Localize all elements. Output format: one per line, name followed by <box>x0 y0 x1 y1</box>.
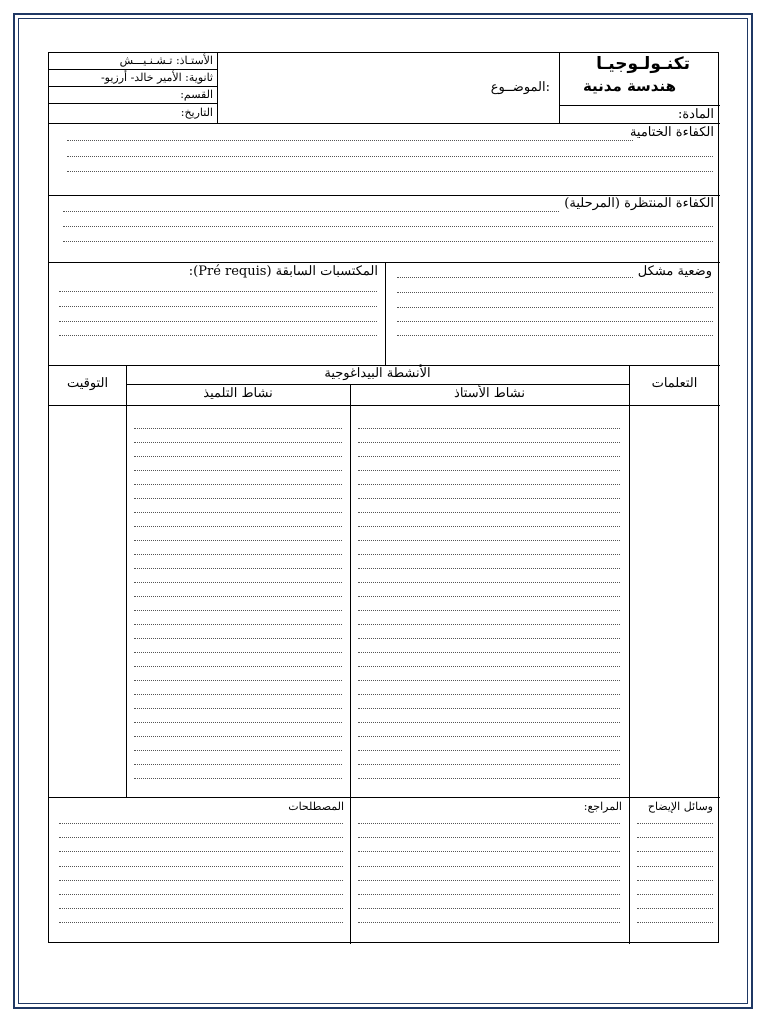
terms-label: المصطلحات <box>288 800 344 813</box>
header-divider-right <box>559 53 560 123</box>
prereq-divider <box>385 262 386 365</box>
problem-situation-label: وضعية مشكل <box>637 264 712 279</box>
dotted-line <box>134 596 342 597</box>
dotted-line <box>358 540 620 541</box>
dotted-line <box>59 306 377 307</box>
dotted-line <box>134 778 342 779</box>
teacher-name: الأستـاذ: تـشـنـيـــش <box>119 54 213 67</box>
dotted-line <box>358 823 620 824</box>
dotted-line <box>637 823 713 824</box>
dotted-line <box>67 156 713 157</box>
dotted-line <box>59 880 343 881</box>
footer-divider <box>49 797 720 798</box>
dotted-line <box>67 140 633 141</box>
dotted-line <box>134 666 342 667</box>
dotted-line <box>134 694 342 695</box>
dotted-line <box>358 582 620 583</box>
dotted-line <box>63 241 713 242</box>
dotted-line <box>358 484 620 485</box>
final-competency-label: الكفاءة الختامية <box>629 125 714 140</box>
prerequisites-label: المكتسبات السابقة (Pré requis): <box>188 264 378 279</box>
activities-subheader-line <box>126 384 629 385</box>
dotted-line <box>397 321 713 322</box>
dotted-line <box>134 540 342 541</box>
dotted-line <box>637 894 713 895</box>
dotted-line <box>59 922 343 923</box>
dotted-line <box>63 226 713 227</box>
class-section: القسم: <box>180 88 213 101</box>
dotted-line <box>358 666 620 667</box>
dotted-line <box>358 894 620 895</box>
teacher-activity-header: نشاط الأستاذ <box>454 386 525 401</box>
dotted-line <box>59 837 343 838</box>
dotted-line <box>637 837 713 838</box>
dotted-line <box>134 610 342 611</box>
dotted-line <box>358 880 620 881</box>
date-field: التاريخ: <box>180 106 213 119</box>
dotted-line <box>358 638 620 639</box>
school-name: ثانوية: الأمير خالد- أرزيو- <box>100 71 213 84</box>
dotted-line <box>358 708 620 709</box>
dotted-line <box>134 736 342 737</box>
dotted-line <box>358 442 620 443</box>
dotted-line <box>358 837 620 838</box>
table-header-bottom <box>49 405 720 406</box>
dotted-line <box>358 596 620 597</box>
dotted-line <box>63 211 559 212</box>
dotted-line <box>358 680 620 681</box>
dotted-line <box>358 736 620 737</box>
dotted-line <box>67 171 713 172</box>
learnings-column-border <box>629 365 630 944</box>
dotted-line <box>397 307 713 308</box>
dotted-line <box>358 866 620 867</box>
dotted-line <box>134 554 342 555</box>
dotted-line <box>358 694 620 695</box>
dotted-line <box>134 526 342 527</box>
dotted-line <box>134 680 342 681</box>
learnings-header: التعلمات <box>651 376 698 391</box>
dotted-line <box>59 823 343 824</box>
dotted-line <box>358 624 620 625</box>
dotted-line <box>134 484 342 485</box>
dotted-line <box>637 880 713 881</box>
dotted-line <box>134 750 342 751</box>
dotted-line <box>637 866 713 867</box>
dotted-line <box>358 610 620 611</box>
dotted-line <box>358 554 620 555</box>
subject-label: المادة: <box>677 107 714 122</box>
dotted-line <box>358 764 620 765</box>
dotted-line <box>59 335 377 336</box>
student-teacher-divider <box>350 384 351 944</box>
header-row-line <box>49 86 217 87</box>
dotted-line <box>358 851 620 852</box>
lesson-sheet <box>48 52 719 943</box>
dotted-line <box>134 722 342 723</box>
dotted-line <box>358 526 620 527</box>
dotted-line <box>637 922 713 923</box>
dotted-line <box>358 428 620 429</box>
dotted-line <box>397 277 633 278</box>
dotted-line <box>59 908 343 909</box>
section-divider <box>49 123 720 124</box>
dotted-line <box>134 470 342 471</box>
dotted-line <box>358 470 620 471</box>
dotted-line <box>59 321 377 322</box>
dotted-line <box>134 582 342 583</box>
header-row-line <box>49 69 217 70</box>
dotted-line <box>358 568 620 569</box>
timing-column-border <box>126 365 127 797</box>
dotted-line <box>59 866 343 867</box>
dotted-line <box>358 922 620 923</box>
header-row-line <box>559 105 720 106</box>
topic-label: :الموضــوع <box>490 80 550 95</box>
logo-technology: تكنـولـوجيـا <box>596 54 690 74</box>
dotted-line <box>358 722 620 723</box>
logo-civil-engineering: هندسة مدنية <box>582 77 676 95</box>
student-activity-header: نشاط التلميذ <box>203 386 273 401</box>
dotted-line <box>397 335 713 336</box>
dotted-line <box>59 291 377 292</box>
dotted-line <box>134 568 342 569</box>
dotted-line <box>134 652 342 653</box>
dotted-line <box>134 638 342 639</box>
dotted-line <box>134 624 342 625</box>
dotted-line <box>358 498 620 499</box>
dotted-line <box>637 908 713 909</box>
dotted-line <box>358 512 620 513</box>
dotted-line <box>134 498 342 499</box>
dotted-line <box>358 456 620 457</box>
dotted-line <box>134 708 342 709</box>
expected-competency-label: الكفاءة المنتظرة (المرحلية) <box>564 196 714 211</box>
references-label: المراجع: <box>583 800 622 813</box>
dotted-line <box>358 652 620 653</box>
dotted-line <box>134 442 342 443</box>
dotted-line <box>358 750 620 751</box>
dotted-line <box>59 851 343 852</box>
dotted-line <box>134 428 342 429</box>
header-divider-left <box>217 53 218 123</box>
dotted-line <box>358 908 620 909</box>
dotted-line <box>134 764 342 765</box>
timing-header: التوقيت <box>66 376 109 391</box>
dotted-line <box>134 512 342 513</box>
header-row-line <box>49 103 217 104</box>
dotted-line <box>59 894 343 895</box>
dotted-line <box>358 778 620 779</box>
dotted-line <box>134 456 342 457</box>
dotted-line <box>397 292 713 293</box>
activities-header: الأنشطة البيداغوجية <box>324 366 431 381</box>
dotted-line <box>637 851 713 852</box>
teaching-aids-label: وسائل الإيضاح <box>647 800 713 813</box>
